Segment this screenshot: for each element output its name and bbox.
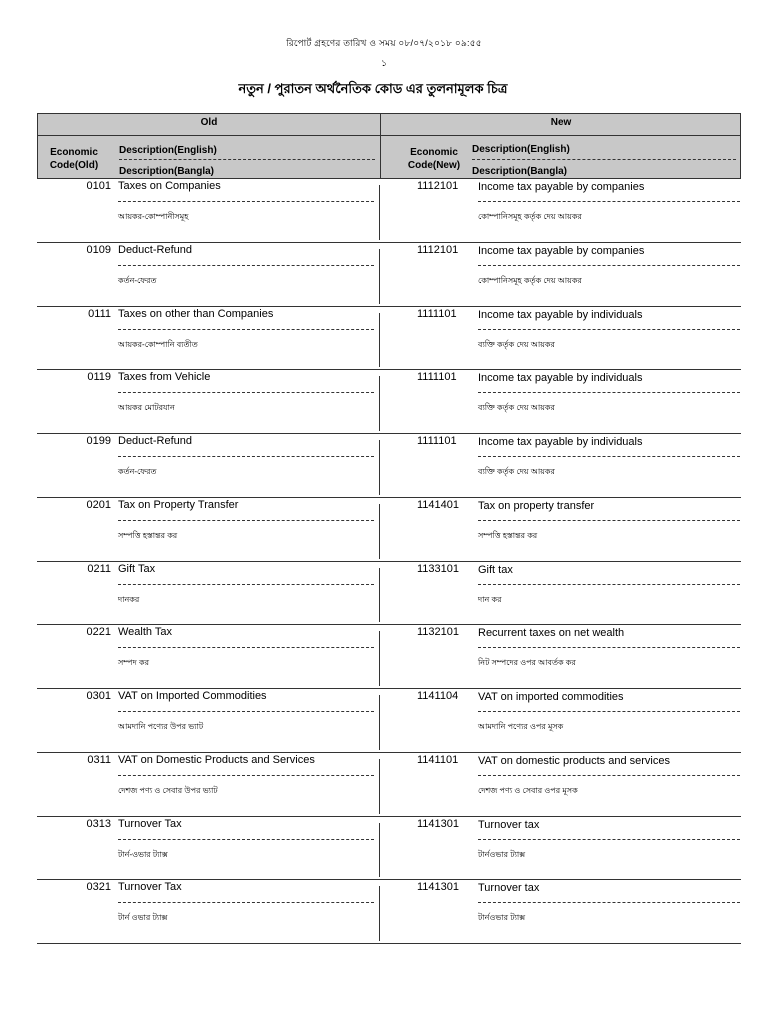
column-divider	[379, 759, 380, 814]
new-description-bangla: কোম্পানিসমূহ কর্তৃক দেয় আয়কর	[478, 275, 582, 285]
old-description-bangla: আয়কর-কোম্পানীসমূহ	[118, 212, 189, 221]
old-description-bangla: কর্তন-ফেরত	[118, 467, 157, 476]
table-row	[37, 498, 741, 562]
old-description-english: Taxes on Companies	[118, 180, 221, 192]
new-description-bangla: দান কর	[478, 594, 502, 604]
old-economic-code: 0199	[86, 435, 111, 447]
old-description-english: Tax on Property Transfer	[118, 498, 239, 511]
dashed-divider	[118, 647, 374, 648]
column-divider	[379, 376, 380, 431]
new-economic-code: 1112101	[417, 243, 459, 256]
table-row	[37, 880, 741, 944]
old-description-bangla: কর্তন-ফেরত	[118, 275, 157, 285]
page-number: ১	[381, 58, 387, 68]
new-description-english: Turnover tax	[478, 882, 540, 895]
dashed-divider	[478, 201, 740, 202]
dashed-divider	[118, 392, 374, 393]
old-description-english: Turnover Tax	[118, 881, 182, 894]
table-header	[37, 113, 741, 179]
old-description-bangla: টার্ন-ওভার ট্যাক্স	[118, 849, 168, 859]
new-economic-code: 1111101	[417, 371, 457, 384]
old-description-bangla: দেশজ পণ্য ও সেবার উপর ভ্যাট	[118, 785, 218, 795]
old-description-english: VAT on Domestic Products and Services	[118, 753, 315, 766]
new-economic-code: 1141101	[417, 753, 459, 766]
dashed-divider	[478, 647, 740, 648]
new-group-header: New	[550, 117, 572, 128]
new-economic-code: 1141301	[417, 817, 460, 830]
table-row	[37, 434, 741, 498]
new-description-bangla: ব্যক্তি কর্তৃক দেয় আয়কর	[478, 403, 555, 413]
new-desc-bangla-header: Description(Bangla)	[472, 166, 568, 177]
row-divider	[37, 943, 741, 944]
old-description-english: Taxes on other than Companies	[118, 307, 274, 320]
dashed-divider	[478, 265, 740, 266]
new-description-bangla: আমদানি পণ্যের ওপর মূসক	[478, 722, 564, 731]
table-row	[37, 243, 741, 307]
dashed-divider	[118, 902, 374, 903]
column-divider	[379, 568, 380, 623]
old-economic-code: 0101	[86, 180, 111, 192]
old-description-bangla: আয়কর-কোম্পানি ব্যতীত	[118, 339, 198, 349]
dashed-divider	[478, 839, 740, 840]
code-comparison-table	[37, 179, 741, 944]
dashed-divider	[118, 775, 374, 776]
new-economic-code: 1141301	[417, 881, 460, 894]
new-description-english: Gift tax	[478, 563, 513, 576]
old-economic-code: 0313	[86, 817, 111, 830]
column-divider	[379, 823, 380, 878]
old-economic-code: 0201	[86, 498, 111, 511]
new-description-english: Income tax payable by companies	[478, 244, 645, 257]
new-description-bangla: ব্যক্তি কর্তৃক দেয় আয়কর	[478, 339, 555, 349]
new-economic-code: 1133101	[417, 562, 460, 575]
dashed-divider	[118, 456, 374, 457]
column-divider	[379, 249, 380, 304]
new-economic-code: 1141104	[417, 690, 459, 702]
new-economic-code: 1141401	[417, 498, 460, 511]
new-economic-code: 1111101	[417, 435, 457, 447]
dashed-divider	[478, 520, 740, 521]
old-description-bangla: সম্পদ কর	[118, 658, 149, 668]
table-row	[37, 753, 741, 817]
old-description-bangla: সম্পত্তি হস্তান্তর কর	[118, 530, 178, 540]
table-row	[37, 689, 741, 753]
new-description-bangla: টার্নওভার ট্যাক্স	[478, 849, 526, 859]
old-economic-code: 0301	[86, 690, 111, 702]
dashed-divider	[118, 265, 374, 266]
header-row-divider	[38, 135, 740, 136]
new-description-bangla: ব্যক্তি কর্তৃক দেয় আয়কর	[478, 467, 555, 476]
new-description-english: VAT on domestic products and services	[478, 754, 670, 767]
new-description-bangla: কোম্পানিসমূহ কর্তৃক দেয় আয়কর	[478, 212, 582, 221]
column-divider	[379, 631, 380, 686]
old-description-english: Taxes from Vehicle	[118, 371, 211, 384]
dashed-divider	[118, 584, 374, 585]
column-divider	[379, 886, 380, 941]
column-divider	[379, 185, 380, 240]
old-economic-code: 0311	[87, 753, 111, 766]
old-economic-code: 0119	[87, 371, 111, 384]
new-description-bangla: দেশজ পণ্য ও সেবার ওপর মূসক	[478, 785, 578, 795]
old-description-english: VAT on Imported Commodities	[118, 690, 267, 702]
column-divider	[379, 504, 380, 559]
old-code-header: Economic Code(Old)	[49, 147, 99, 171]
report-meta: রিপোর্ট গ্রহণের তারিখ ও সময় ০৮/০৭/২০১৮ ০৯:৫৫	[286, 38, 482, 48]
new-description-english: Income tax payable by individuals	[478, 308, 643, 321]
table-row	[37, 179, 741, 243]
old-description-bangla: আমদানি পণ্যের উপর ভ্যাট	[118, 722, 204, 731]
table-row	[37, 307, 741, 371]
page-title: নতুন / পুরাতন অর্থনৈতিক কোড এর তুলনামূলক চিত্র	[238, 81, 508, 96]
table-row	[37, 562, 741, 626]
new-description-english: Income tax payable by companies	[478, 181, 645, 193]
new-description-english: Turnover tax	[478, 818, 540, 831]
dashed-divider	[118, 520, 374, 521]
new-description-english: Income tax payable by individuals	[478, 436, 643, 448]
dashed-divider	[478, 902, 740, 903]
table-row	[37, 625, 741, 689]
column-divider	[379, 695, 380, 750]
dashed-divider	[118, 839, 374, 840]
new-desc-english-header: Description(English)	[472, 144, 570, 155]
column-divider	[379, 313, 380, 368]
dashed-divider	[118, 711, 374, 712]
old-economic-code: 0321	[86, 881, 111, 894]
column-divider	[379, 440, 380, 495]
dashed-divider	[478, 775, 740, 776]
old-description-bangla: টার্ন ওভার ট্যাক্স	[118, 913, 168, 923]
new-description-bangla: সম্পত্তি হস্তান্তর কর	[478, 530, 538, 540]
dashed-divider	[478, 584, 740, 585]
new-economic-code: 1132101	[417, 626, 460, 639]
new-description-english: Tax on property transfer	[478, 499, 595, 512]
dashed-divider	[478, 456, 740, 457]
old-description-english: Gift Tax	[118, 562, 156, 575]
old-economic-code: 0221	[86, 626, 111, 639]
old-description-english: Turnover Tax	[118, 817, 182, 830]
old-description-english: Wealth Tax	[118, 626, 173, 639]
dashed-divider	[478, 329, 740, 330]
old-description-english: Deduct-Refund	[118, 243, 192, 256]
new-code-header: Economic Code(New)	[407, 147, 461, 171]
old-desc-bangla-header: Description(Bangla)	[119, 166, 215, 177]
new-header-dashed-divider	[472, 159, 736, 160]
old-group-header: Old	[200, 117, 218, 128]
old-header-dashed-divider	[119, 159, 375, 160]
dashed-divider	[478, 392, 740, 393]
old-description-bangla: আয়কর মোটরযান	[118, 403, 175, 413]
dashed-divider	[118, 201, 374, 202]
old-economic-code: 0111	[88, 307, 111, 320]
new-description-english: Recurrent taxes on net wealth	[478, 627, 625, 640]
new-economic-code: 1111101	[417, 307, 457, 320]
old-description-english: Deduct-Refund	[118, 435, 192, 447]
old-economic-code: 0109	[86, 243, 111, 256]
new-description-english: VAT on imported commodities	[478, 691, 624, 703]
dashed-divider	[118, 329, 374, 330]
new-description-bangla: নিট সম্পদের ওপর আবর্তক কর	[478, 658, 576, 668]
new-description-english: Income tax payable by individuals	[478, 372, 643, 385]
old-description-bangla: দানকর	[118, 594, 140, 604]
new-economic-code: 1112101	[417, 180, 459, 192]
new-description-bangla: টার্নওভার ট্যাক্স	[478, 913, 526, 923]
dashed-divider	[478, 711, 740, 712]
old-desc-english-header: Description(English)	[119, 145, 217, 156]
table-row	[37, 817, 741, 881]
table-row	[37, 370, 741, 434]
old-economic-code: 0211	[87, 562, 111, 575]
